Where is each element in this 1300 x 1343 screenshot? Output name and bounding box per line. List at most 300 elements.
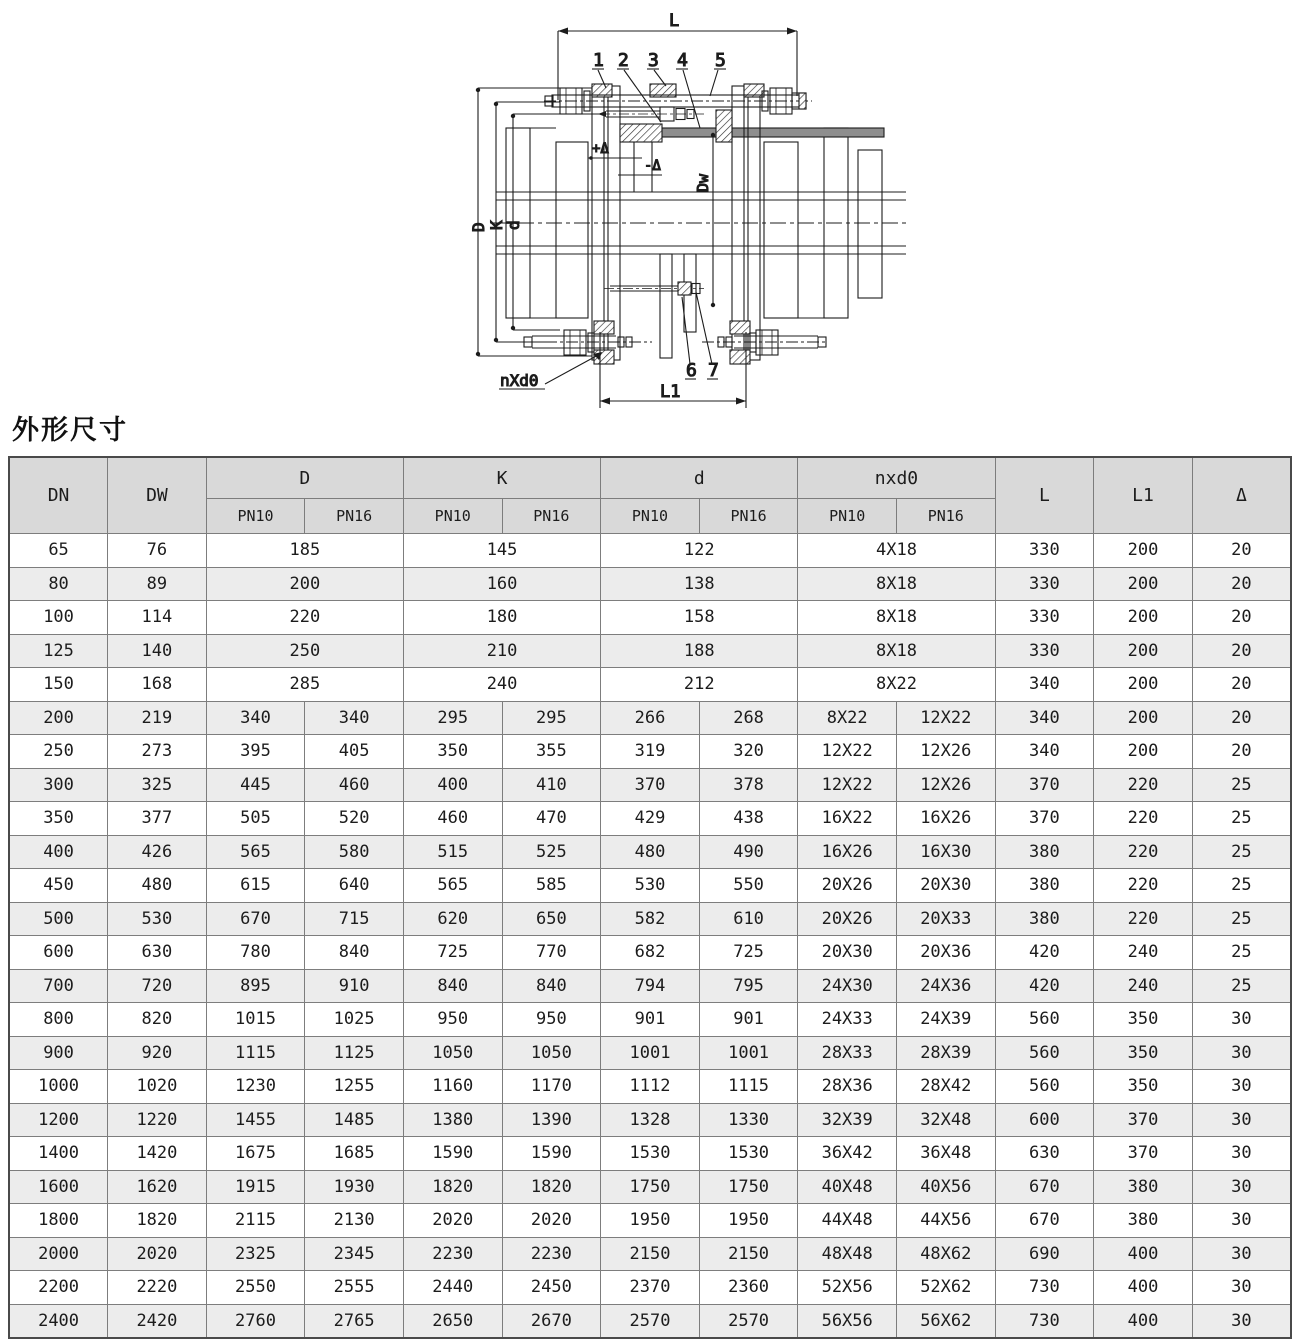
table-cell: 1455 xyxy=(206,1103,305,1137)
subheader-pn16: PN16 xyxy=(699,499,798,534)
table-cell: 1820 xyxy=(403,1170,502,1204)
table-cell: 12X22 xyxy=(798,735,897,769)
table-cell: 1750 xyxy=(601,1170,700,1204)
table-cell: 295 xyxy=(403,701,502,735)
table-cell: 16X26 xyxy=(896,802,995,836)
table-row xyxy=(9,936,1291,970)
table-cell: 350 xyxy=(403,735,502,769)
table-cell: 30 xyxy=(1192,1003,1291,1037)
table-cell: 20 xyxy=(1192,735,1291,769)
table-cell: 20X26 xyxy=(798,902,897,936)
callout-2: 2 xyxy=(618,50,629,71)
table-cell: 640 xyxy=(305,869,404,903)
table-cell: 2230 xyxy=(403,1237,502,1271)
table-cell: 56X62 xyxy=(896,1304,995,1338)
nxd0-label: nXd0 xyxy=(500,371,539,390)
table-cell: 500 xyxy=(9,902,108,936)
table-cell: 620 xyxy=(403,902,502,936)
dim-label-L: L xyxy=(669,11,680,31)
table-cell: 24X36 xyxy=(896,969,995,1003)
table-row xyxy=(9,869,1291,903)
table-cell: 2765 xyxy=(305,1304,404,1338)
table-cell: 2570 xyxy=(601,1304,700,1338)
technical-drawing xyxy=(0,0,1300,452)
table-cell: 1000 xyxy=(9,1070,108,1104)
table-cell: 460 xyxy=(305,768,404,802)
table-cell: 330 xyxy=(995,567,1094,601)
table-cell: 1400 xyxy=(9,1137,108,1171)
table-cell: 185 xyxy=(206,534,403,568)
table-cell: 20X33 xyxy=(896,902,995,936)
table-cell: 2345 xyxy=(305,1237,404,1271)
table-cell: 25 xyxy=(1192,768,1291,802)
subheader-pn10: PN10 xyxy=(403,499,502,534)
table-cell: 30 xyxy=(1192,1137,1291,1171)
delta-marks xyxy=(588,141,662,175)
table-cell: 1800 xyxy=(9,1204,108,1238)
table-cell: 250 xyxy=(206,634,403,668)
table-cell: 350 xyxy=(9,802,108,836)
table-cell: 2020 xyxy=(403,1204,502,1238)
table-cell: 28X42 xyxy=(896,1070,995,1104)
table-cell: 1420 xyxy=(108,1137,207,1171)
table-cell: 20 xyxy=(1192,534,1291,568)
table-cell: 32X48 xyxy=(896,1103,995,1137)
table-cell: 895 xyxy=(206,969,305,1003)
table-cell: 1530 xyxy=(601,1137,700,1171)
table-cell: 220 xyxy=(1094,802,1193,836)
table-row xyxy=(9,668,1291,702)
table-cell: 48X48 xyxy=(798,1237,897,1271)
table-cell: 1600 xyxy=(9,1170,108,1204)
table-cell: 25 xyxy=(1192,936,1291,970)
table-cell: 40X48 xyxy=(798,1170,897,1204)
table-cell: 600 xyxy=(995,1103,1094,1137)
table-cell: 219 xyxy=(108,701,207,735)
table-cell: 910 xyxy=(305,969,404,1003)
jack-bolt xyxy=(598,107,704,121)
body-structure xyxy=(506,128,882,358)
table-cell: 2130 xyxy=(305,1204,404,1238)
callout-7: 7 xyxy=(708,360,719,381)
table-cell: 2760 xyxy=(206,1304,305,1338)
table-cell: 565 xyxy=(206,835,305,869)
table-cell: 1115 xyxy=(699,1070,798,1104)
col-header-delta: Δ xyxy=(1192,457,1291,534)
table-cell: 1001 xyxy=(601,1036,700,1070)
table-cell: 24X39 xyxy=(896,1003,995,1037)
table-row xyxy=(9,1271,1291,1305)
table-cell: 1530 xyxy=(699,1137,798,1171)
table-cell: 1115 xyxy=(206,1036,305,1070)
table-cell: 2550 xyxy=(206,1271,305,1305)
table-cell: 2000 xyxy=(9,1237,108,1271)
table-cell: 48X62 xyxy=(896,1237,995,1271)
subheader-pn10: PN10 xyxy=(601,499,700,534)
table-cell: 25 xyxy=(1192,902,1291,936)
table-cell: 445 xyxy=(206,768,305,802)
table-cell: 25 xyxy=(1192,802,1291,836)
table-cell: 725 xyxy=(699,936,798,970)
table-cell: 36X48 xyxy=(896,1137,995,1171)
table-cell: 1590 xyxy=(502,1137,601,1171)
table-cell: 16X22 xyxy=(798,802,897,836)
table-cell: 2020 xyxy=(502,1204,601,1238)
table-cell: 670 xyxy=(206,902,305,936)
table-cell: 600 xyxy=(9,936,108,970)
table-cell: 2150 xyxy=(699,1237,798,1271)
table-cell: 200 xyxy=(1094,601,1193,635)
col-header-L1: L1 xyxy=(1094,457,1193,534)
table-cell: 901 xyxy=(699,1003,798,1037)
callout-4: 4 xyxy=(677,50,688,71)
table-cell: 2570 xyxy=(699,1304,798,1338)
table-cell: 1025 xyxy=(305,1003,404,1037)
table-cell: 380 xyxy=(995,869,1094,903)
table-cell: 630 xyxy=(108,936,207,970)
table-cell: 150 xyxy=(9,668,108,702)
table-cell: 340 xyxy=(995,701,1094,735)
table-row xyxy=(9,768,1291,802)
table-cell: 1675 xyxy=(206,1137,305,1171)
table-cell: 580 xyxy=(305,835,404,869)
table-cell: 138 xyxy=(601,567,798,601)
subheader-pn16: PN16 xyxy=(502,499,601,534)
table-cell: 1015 xyxy=(206,1003,305,1037)
table-row xyxy=(9,1036,1291,1070)
table-cell: 25 xyxy=(1192,835,1291,869)
table-cell: 585 xyxy=(502,869,601,903)
table-cell: 480 xyxy=(108,869,207,903)
table-cell: 28X39 xyxy=(896,1036,995,1070)
table-cell: 1160 xyxy=(403,1070,502,1104)
table-cell: 180 xyxy=(403,601,600,635)
table-cell: 2115 xyxy=(206,1204,305,1238)
table-cell: 615 xyxy=(206,869,305,903)
table-cell: 89 xyxy=(108,567,207,601)
subheader-pn16: PN16 xyxy=(896,499,995,534)
table-cell: 1750 xyxy=(699,1170,798,1204)
table-cell: 25 xyxy=(1192,969,1291,1003)
table-cell: 1125 xyxy=(305,1036,404,1070)
table-cell: 200 xyxy=(1094,567,1193,601)
table-cell: 30 xyxy=(1192,1036,1291,1070)
table-cell: 8X18 xyxy=(798,634,995,668)
table-cell: 1050 xyxy=(403,1036,502,1070)
table-cell: 725 xyxy=(403,936,502,970)
table-cell: 2220 xyxy=(108,1271,207,1305)
table-row xyxy=(9,969,1291,1003)
table-cell: 2650 xyxy=(403,1304,502,1338)
table-cell: 30 xyxy=(1192,1170,1291,1204)
table-cell: 2420 xyxy=(108,1304,207,1338)
table-cell: 30 xyxy=(1192,1304,1291,1338)
table-row xyxy=(9,534,1291,568)
table-cell: 30 xyxy=(1192,1103,1291,1137)
table-cell: 44X56 xyxy=(896,1204,995,1238)
col-group-K: K xyxy=(403,457,600,499)
table-cell: 340 xyxy=(206,701,305,735)
table-cell: 36X42 xyxy=(798,1137,897,1171)
table-cell: 16X26 xyxy=(798,835,897,869)
table-cell: 2400 xyxy=(9,1304,108,1338)
table-cell: 420 xyxy=(995,969,1094,1003)
table-cell: 1390 xyxy=(502,1103,601,1137)
table-row xyxy=(9,1137,1291,1171)
table-cell: 670 xyxy=(995,1204,1094,1238)
table-cell: 400 xyxy=(9,835,108,869)
dim-label-Dw: Dw xyxy=(694,173,712,192)
table-cell: 515 xyxy=(403,835,502,869)
table-cell: 1328 xyxy=(601,1103,700,1137)
callout-5: 5 xyxy=(715,50,726,71)
table-cell: 16X30 xyxy=(896,835,995,869)
table-cell: 400 xyxy=(1094,1271,1193,1305)
table-cell: 2555 xyxy=(305,1271,404,1305)
table-cell: 240 xyxy=(403,668,600,702)
callout-1: 1 xyxy=(593,50,604,71)
table-cell: 2670 xyxy=(502,1304,601,1338)
table-cell: 770 xyxy=(502,936,601,970)
table-cell: 56X56 xyxy=(798,1304,897,1338)
table-cell: 794 xyxy=(601,969,700,1003)
table-cell: 780 xyxy=(206,936,305,970)
table-cell: 530 xyxy=(108,902,207,936)
dim-label-K: K xyxy=(487,220,506,230)
table-cell: 1230 xyxy=(206,1070,305,1104)
table-cell: 140 xyxy=(108,634,207,668)
table-cell: 690 xyxy=(995,1237,1094,1271)
table-row xyxy=(9,701,1291,735)
table-cell: 80 xyxy=(9,567,108,601)
table-cell: 350 xyxy=(1094,1070,1193,1104)
table-cell: 20X36 xyxy=(896,936,995,970)
table-cell: 30 xyxy=(1192,1204,1291,1238)
table-cell: 330 xyxy=(995,634,1094,668)
table-cell: 32X39 xyxy=(798,1103,897,1137)
dimension-Dw xyxy=(694,133,715,307)
table-cell: 520 xyxy=(305,802,404,836)
table-cell: 76 xyxy=(108,534,207,568)
table-cell: 30 xyxy=(1192,1237,1291,1271)
col-group-nxd0: nxd0 xyxy=(798,457,995,499)
table-cell: 28X33 xyxy=(798,1036,897,1070)
dim-label-D: D xyxy=(469,222,488,232)
table-cell: 900 xyxy=(9,1036,108,1070)
plus-delta-label: +Δ xyxy=(592,141,609,157)
table-cell: 426 xyxy=(108,835,207,869)
table-cell: 20 xyxy=(1192,634,1291,668)
table-cell: 12X26 xyxy=(896,735,995,769)
subheader-pn10: PN10 xyxy=(206,499,305,534)
table-cell: 395 xyxy=(206,735,305,769)
tie-rod-assembly xyxy=(544,88,812,114)
table-cell: 795 xyxy=(699,969,798,1003)
table-cell: 720 xyxy=(108,969,207,1003)
table-cell: 2370 xyxy=(601,1271,700,1305)
table-cell: 525 xyxy=(502,835,601,869)
table-cell: 1220 xyxy=(108,1103,207,1137)
table-cell: 330 xyxy=(995,534,1094,568)
table-cell: 2440 xyxy=(403,1271,502,1305)
table-cell: 44X48 xyxy=(798,1204,897,1238)
table-cell: 840 xyxy=(305,936,404,970)
table-cell: 200 xyxy=(206,567,403,601)
table-cell: 1255 xyxy=(305,1070,404,1104)
subheader-pn16: PN16 xyxy=(305,499,404,534)
table-cell: 28X36 xyxy=(798,1070,897,1104)
table-cell: 20 xyxy=(1192,567,1291,601)
table-cell: 350 xyxy=(1094,1036,1193,1070)
table-cell: 40X56 xyxy=(896,1170,995,1204)
table-cell: 20 xyxy=(1192,601,1291,635)
table-row xyxy=(9,1170,1291,1204)
table-cell: 8X18 xyxy=(798,601,995,635)
table-cell: 950 xyxy=(502,1003,601,1037)
table-cell: 380 xyxy=(1094,1170,1193,1204)
table-cell: 20X30 xyxy=(798,936,897,970)
table-cell: 2230 xyxy=(502,1237,601,1271)
table-cell: 350 xyxy=(1094,1003,1193,1037)
table-cell: 30 xyxy=(1192,1070,1291,1104)
table-cell: 340 xyxy=(995,668,1094,702)
table-cell: 565 xyxy=(403,869,502,903)
table-row xyxy=(9,902,1291,936)
table-cell: 370 xyxy=(601,768,700,802)
table-cell: 730 xyxy=(995,1304,1094,1338)
table-cell: 1200 xyxy=(9,1103,108,1137)
table-cell: 1820 xyxy=(108,1204,207,1238)
table-row xyxy=(9,1204,1291,1238)
table-cell: 405 xyxy=(305,735,404,769)
table-cell: 1380 xyxy=(403,1103,502,1137)
table-cell: 1050 xyxy=(502,1036,601,1070)
table-cell: 8X18 xyxy=(798,567,995,601)
table-cell: 220 xyxy=(1094,869,1193,903)
col-header-dn: DN xyxy=(9,457,108,534)
table-cell: 319 xyxy=(601,735,700,769)
table-cell: 400 xyxy=(1094,1304,1193,1338)
table-cell: 158 xyxy=(601,601,798,635)
table-cell: 200 xyxy=(9,701,108,735)
table-cell: 210 xyxy=(403,634,600,668)
table-cell: 340 xyxy=(995,735,1094,769)
table-cell: 730 xyxy=(995,1271,1094,1305)
table-cell: 2360 xyxy=(699,1271,798,1305)
table-cell: 1590 xyxy=(403,1137,502,1171)
table-cell: 1001 xyxy=(699,1036,798,1070)
table-cell: 560 xyxy=(995,1070,1094,1104)
table-cell: 438 xyxy=(699,802,798,836)
table-row xyxy=(9,567,1291,601)
table-cell: 273 xyxy=(108,735,207,769)
col-group-d: d xyxy=(601,457,798,499)
table-cell: 8X22 xyxy=(798,668,995,702)
table-cell: 145 xyxy=(403,534,600,568)
table-cell: 325 xyxy=(108,768,207,802)
table-cell: 220 xyxy=(206,601,403,635)
table-cell: 2150 xyxy=(601,1237,700,1271)
table-row xyxy=(9,1103,1291,1137)
table-cell: 188 xyxy=(601,634,798,668)
table-cell: 800 xyxy=(9,1003,108,1037)
table-cell: 330 xyxy=(995,601,1094,635)
col-group-D: D xyxy=(206,457,403,499)
pipe-run-lines xyxy=(490,192,910,254)
table-cell: 268 xyxy=(699,701,798,735)
table-row xyxy=(9,601,1291,635)
table-cell: 380 xyxy=(1094,1204,1193,1238)
table-cell: 2450 xyxy=(502,1271,601,1305)
table-cell: 370 xyxy=(995,802,1094,836)
table-cell: 20 xyxy=(1192,668,1291,702)
table-cell: 1950 xyxy=(699,1204,798,1238)
dimensions-table xyxy=(8,456,1292,1339)
minus-delta-label: -Δ xyxy=(644,158,661,174)
table-cell: 300 xyxy=(9,768,108,802)
table-cell: 1170 xyxy=(502,1070,601,1104)
table-row xyxy=(9,735,1291,769)
table-cell: 429 xyxy=(601,802,700,836)
table-cell: 250 xyxy=(9,735,108,769)
table-row xyxy=(9,835,1291,869)
table-cell: 52X56 xyxy=(798,1271,897,1305)
table-cell: 370 xyxy=(1094,1137,1193,1171)
table-cell: 240 xyxy=(1094,969,1193,1003)
table-cell: 840 xyxy=(403,969,502,1003)
table-cell: 20X30 xyxy=(896,869,995,903)
table-cell: 52X62 xyxy=(896,1271,995,1305)
table-row xyxy=(9,1304,1291,1338)
table-cell: 490 xyxy=(699,835,798,869)
table-cell: 340 xyxy=(305,701,404,735)
table-cell: 377 xyxy=(108,802,207,836)
col-header-L: L xyxy=(995,457,1094,534)
table-cell: 122 xyxy=(601,534,798,568)
table-cell: 1020 xyxy=(108,1070,207,1104)
table-cell: 840 xyxy=(502,969,601,1003)
table-cell: 400 xyxy=(403,768,502,802)
table-cell: 320 xyxy=(699,735,798,769)
table-cell: 700 xyxy=(9,969,108,1003)
table-cell: 410 xyxy=(502,768,601,802)
table-row xyxy=(9,634,1291,668)
table-cell: 560 xyxy=(995,1003,1094,1037)
table-cell: 1485 xyxy=(305,1103,404,1137)
table-cell: 380 xyxy=(995,902,1094,936)
table-row xyxy=(9,1070,1291,1104)
limit-bolt xyxy=(604,282,704,295)
table-cell: 12X26 xyxy=(896,768,995,802)
table-cell: 1915 xyxy=(206,1170,305,1204)
table-cell: 30 xyxy=(1192,1271,1291,1305)
table-row xyxy=(9,802,1291,836)
table-cell: 470 xyxy=(502,802,601,836)
table-cell: 2325 xyxy=(206,1237,305,1271)
table-cell: 25 xyxy=(1192,869,1291,903)
table-cell: 1820 xyxy=(502,1170,601,1204)
table-body xyxy=(9,534,1291,1339)
table-cell: 2020 xyxy=(108,1237,207,1271)
bottom-right-bolt xyxy=(702,321,826,364)
table-cell: 480 xyxy=(601,835,700,869)
table-cell: 2200 xyxy=(9,1271,108,1305)
table-cell: 460 xyxy=(403,802,502,836)
table-cell: 901 xyxy=(601,1003,700,1037)
table-header xyxy=(9,457,1291,534)
table-cell: 200 xyxy=(1094,735,1193,769)
table-cell: 160 xyxy=(403,567,600,601)
